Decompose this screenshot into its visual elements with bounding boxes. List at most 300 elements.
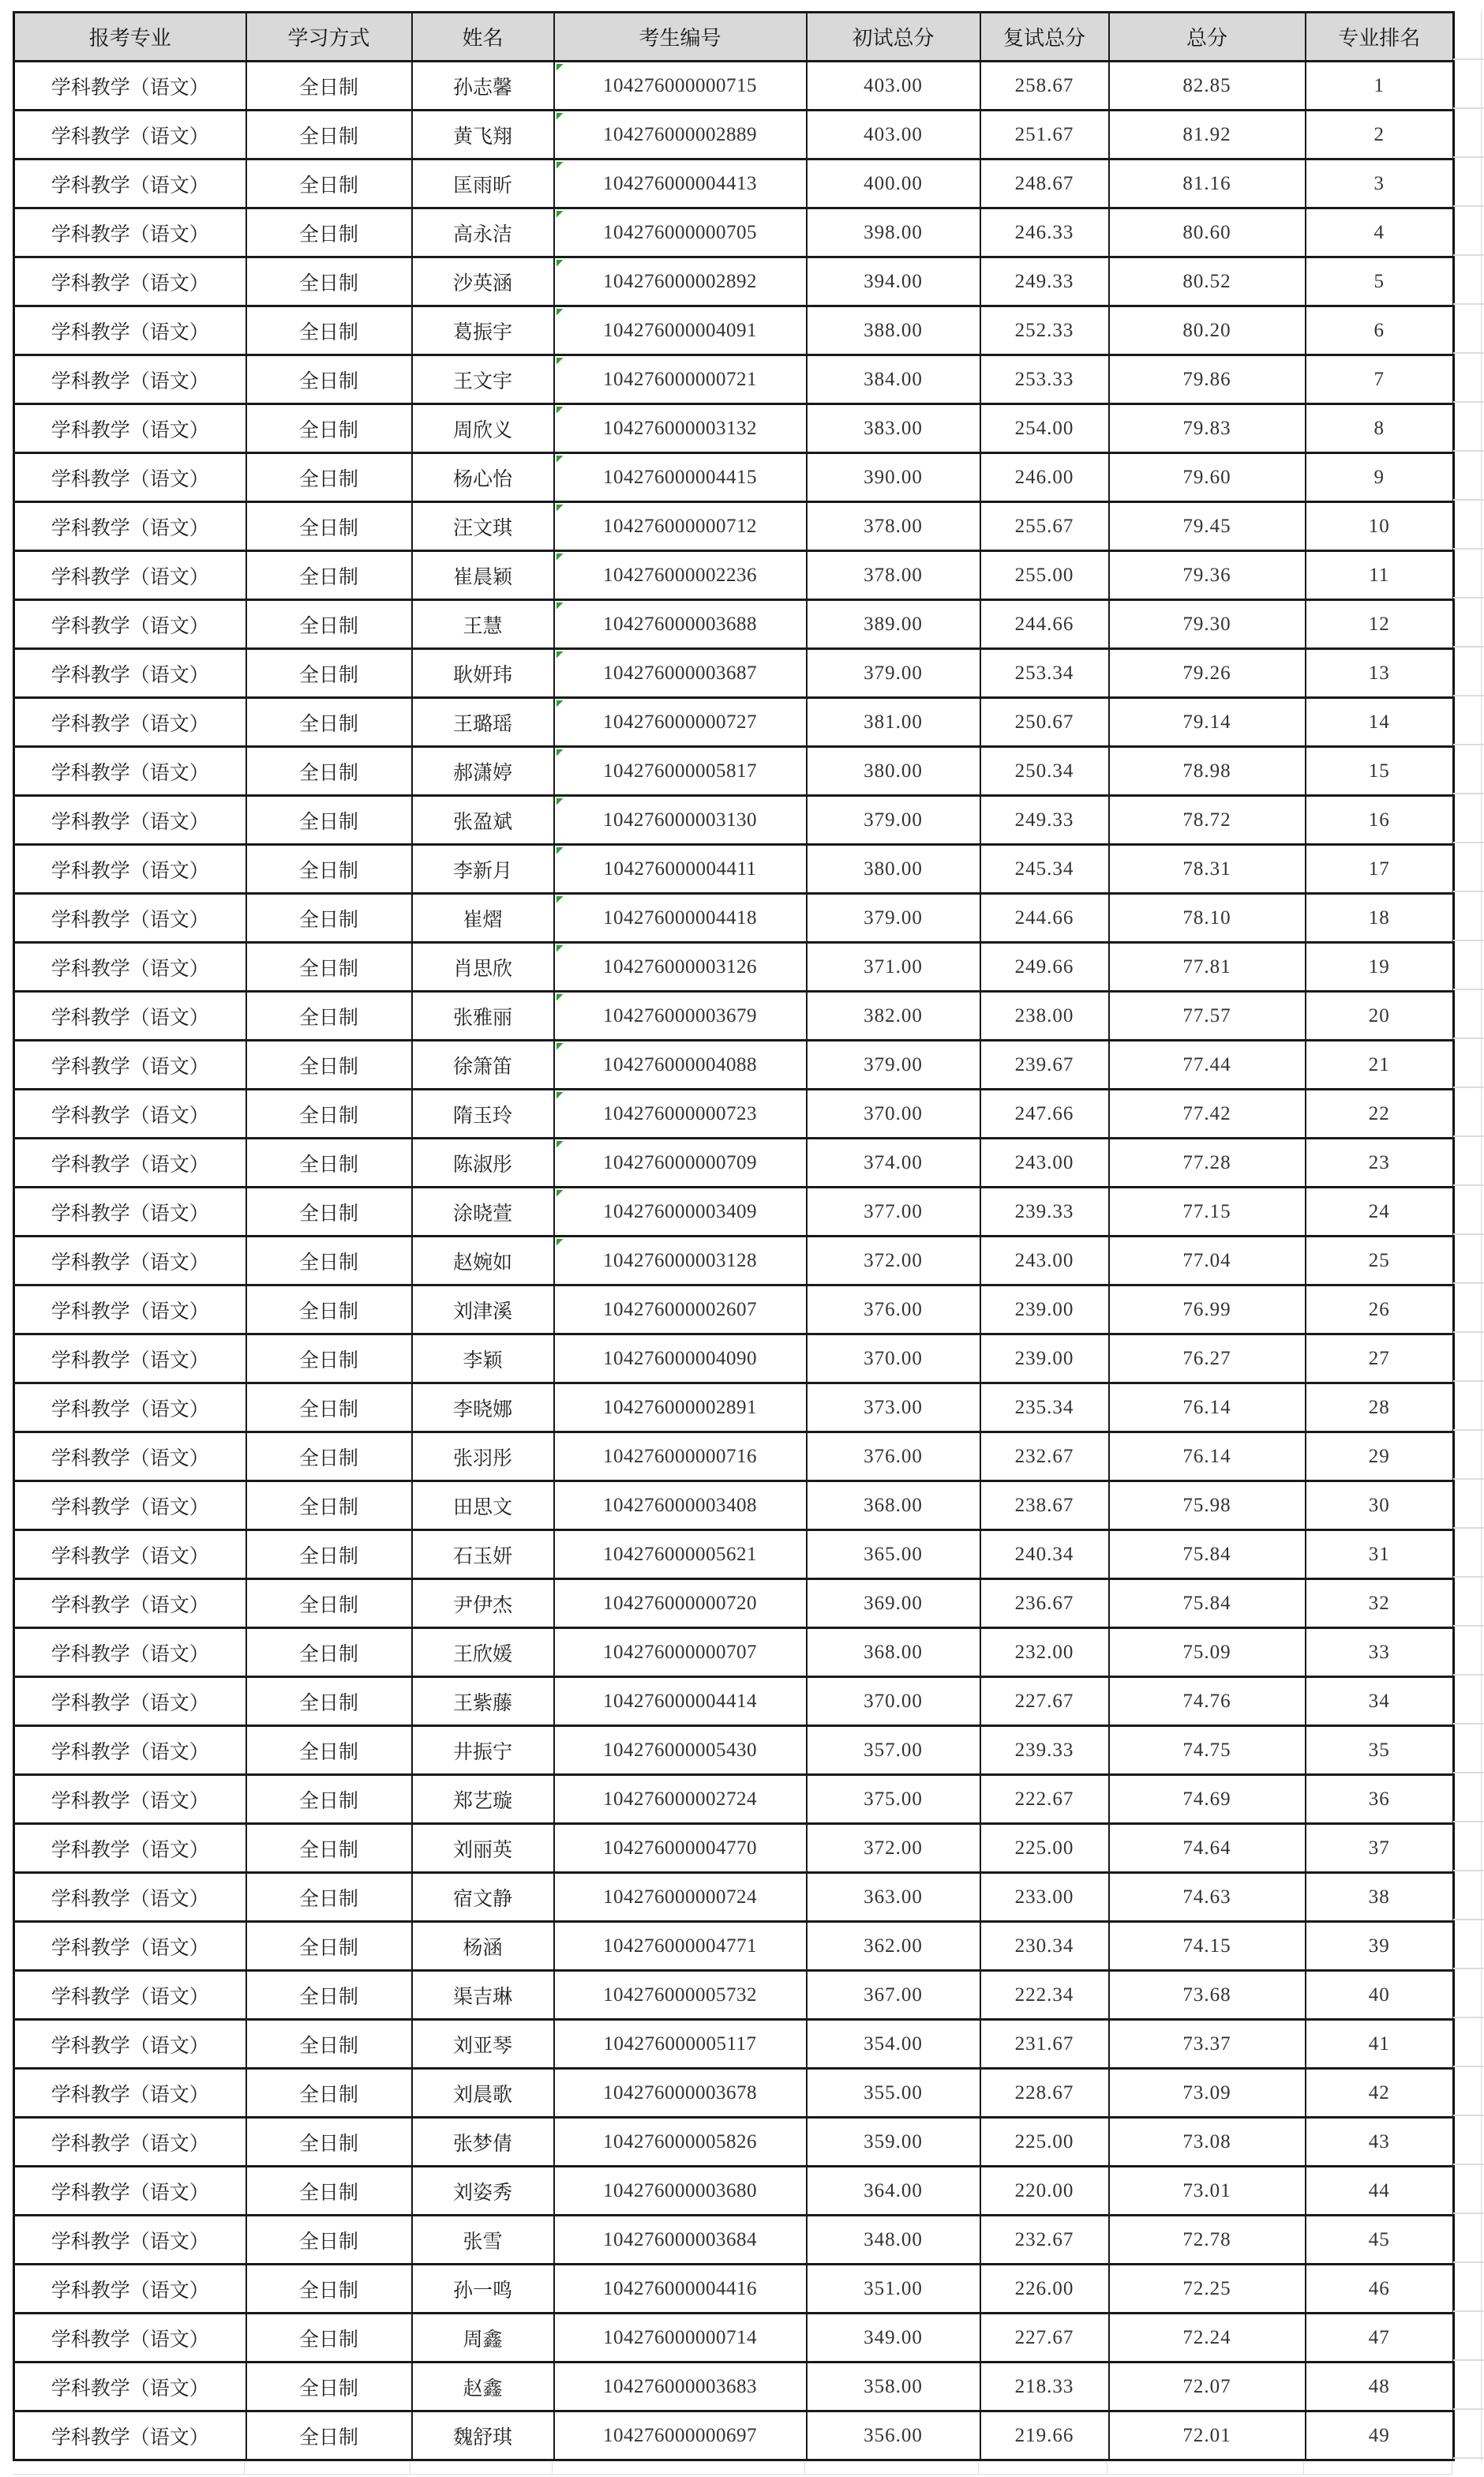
cell-name[interactable]: 魏舒琪 — [412, 2411, 554, 2460]
cell-major[interactable]: 学科教学（语文） — [14, 600, 246, 649]
cell-mode[interactable]: 全日制 — [246, 698, 412, 747]
cell-rank[interactable]: 27 — [1306, 1334, 1454, 1383]
cell-name[interactable]: 田思文 — [412, 1481, 554, 1530]
cell-rank[interactable]: 33 — [1306, 1628, 1454, 1677]
cell-retest_total[interactable]: 258.67 — [980, 62, 1109, 111]
cell-total[interactable]: 77.15 — [1109, 1188, 1306, 1237]
cell-major[interactable]: 学科教学（语文） — [14, 208, 246, 257]
cell-mode[interactable]: 全日制 — [246, 2314, 412, 2363]
cell-retest_total[interactable]: 239.67 — [980, 1041, 1109, 1090]
cell-total[interactable]: 75.84 — [1109, 1579, 1306, 1628]
cell-initial_total[interactable]: 380.00 — [807, 747, 980, 796]
cell-candidate_no[interactable] — [554, 1628, 807, 1677]
cell-name[interactable]: 周欣义 — [412, 404, 554, 453]
cell-major[interactable]: 学科教学（语文） — [14, 2216, 246, 2265]
cell-rank[interactable]: 41 — [1306, 2020, 1454, 2069]
cell-retest_total[interactable]: 255.00 — [980, 551, 1109, 600]
cell-name[interactable]: 张梦倩 — [412, 2118, 554, 2167]
cell-retest_total[interactable]: 249.33 — [980, 796, 1109, 845]
cell-candidate_no[interactable] — [554, 2118, 807, 2167]
cell-retest_total[interactable]: 239.33 — [980, 1188, 1109, 1237]
column-header-rank[interactable]: 专业排名 — [1306, 13, 1454, 62]
cell-mode[interactable]: 全日制 — [246, 1383, 412, 1432]
cell-mode[interactable]: 全日制 — [246, 208, 412, 257]
cell-major[interactable]: 学科教学（语文） — [14, 1334, 246, 1383]
cell-rank[interactable]: 29 — [1306, 1432, 1454, 1481]
cell-major[interactable]: 学科教学（语文） — [14, 355, 246, 404]
cell-total[interactable]: 74.69 — [1109, 1775, 1306, 1824]
cell-total[interactable]: 72.24 — [1109, 2314, 1306, 2363]
cell-retest_total[interactable]: 249.66 — [980, 943, 1109, 992]
cell-retest_total[interactable]: 227.67 — [980, 1677, 1109, 1726]
cell-name[interactable]: 刘津溪 — [412, 1285, 554, 1334]
cell-candidate_no[interactable] — [554, 2069, 807, 2118]
cell-initial_total[interactable]: 379.00 — [807, 894, 980, 943]
cell-total[interactable]: 77.28 — [1109, 1139, 1306, 1188]
cell-rank[interactable]: 25 — [1306, 1237, 1454, 1285]
cell-retest_total[interactable]: 228.67 — [980, 2069, 1109, 2118]
cell-major[interactable]: 学科教学（语文） — [14, 1432, 246, 1481]
cell-retest_total[interactable]: 250.34 — [980, 747, 1109, 796]
cell-major[interactable]: 学科教学（语文） — [14, 1971, 246, 2020]
cell-rank[interactable]: 16 — [1306, 796, 1454, 845]
cell-retest_total[interactable]: 246.00 — [980, 453, 1109, 502]
cell-mode[interactable]: 全日制 — [246, 551, 412, 600]
cell-total[interactable]: 79.45 — [1109, 502, 1306, 551]
cell-name[interactable]: 孙一鸣 — [412, 2265, 554, 2314]
cell-major[interactable]: 学科教学（语文） — [14, 747, 246, 796]
cell-mode[interactable]: 全日制 — [246, 2118, 412, 2167]
cell-name[interactable]: 杨心怡 — [412, 453, 554, 502]
cell-initial_total[interactable]: 364.00 — [807, 2167, 980, 2216]
cell-rank[interactable]: 8 — [1306, 404, 1454, 453]
cell-candidate_no[interactable] — [554, 2314, 807, 2363]
cell-name[interactable]: 尹伊杰 — [412, 1579, 554, 1628]
cell-initial_total[interactable]: 380.00 — [807, 845, 980, 894]
cell-name[interactable]: 葛振宇 — [412, 306, 554, 355]
cell-candidate_no[interactable] — [554, 1677, 807, 1726]
cell-total[interactable]: 72.78 — [1109, 2216, 1306, 2265]
cell-initial_total[interactable]: 348.00 — [807, 2216, 980, 2265]
cell-rank[interactable]: 3 — [1306, 160, 1454, 208]
cell-candidate_no[interactable] — [554, 2363, 807, 2411]
cell-mode[interactable]: 全日制 — [246, 649, 412, 698]
cell-total[interactable]: 77.57 — [1109, 992, 1306, 1041]
cell-candidate_no[interactable] — [554, 453, 807, 502]
cell-retest_total[interactable]: 230.34 — [980, 1922, 1109, 1971]
cell-major[interactable]: 学科教学（语文） — [14, 111, 246, 160]
cell-mode[interactable]: 全日制 — [246, 1628, 412, 1677]
cell-retest_total[interactable]: 239.00 — [980, 1334, 1109, 1383]
cell-candidate_no[interactable] — [554, 2411, 807, 2460]
cell-rank[interactable]: 13 — [1306, 649, 1454, 698]
cell-initial_total[interactable]: 371.00 — [807, 943, 980, 992]
cell-candidate_no[interactable] — [554, 1971, 807, 2020]
cell-name[interactable]: 王慧 — [412, 600, 554, 649]
cell-candidate_no[interactable] — [554, 1383, 807, 1432]
cell-name[interactable]: 张雅丽 — [412, 992, 554, 1041]
cell-retest_total[interactable]: 251.67 — [980, 111, 1109, 160]
cell-rank[interactable]: 6 — [1306, 306, 1454, 355]
cell-retest_total[interactable]: 244.66 — [980, 894, 1109, 943]
cell-candidate_no[interactable] — [554, 1775, 807, 1824]
cell-rank[interactable]: 23 — [1306, 1139, 1454, 1188]
cell-name[interactable]: 石玉妍 — [412, 1530, 554, 1579]
cell-major[interactable]: 学科教学（语文） — [14, 2069, 246, 2118]
cell-initial_total[interactable]: 390.00 — [807, 453, 980, 502]
cell-rank[interactable]: 5 — [1306, 257, 1454, 306]
cell-mode[interactable]: 全日制 — [246, 1922, 412, 1971]
cell-rank[interactable]: 35 — [1306, 1726, 1454, 1775]
cell-mode[interactable]: 全日制 — [246, 943, 412, 992]
cell-candidate_no[interactable] — [554, 1090, 807, 1139]
cell-name[interactable]: 周鑫 — [412, 2314, 554, 2363]
cell-retest_total[interactable]: 254.00 — [980, 404, 1109, 453]
cell-candidate_no[interactable] — [554, 1579, 807, 1628]
cell-rank[interactable]: 47 — [1306, 2314, 1454, 2363]
cell-total[interactable]: 80.20 — [1109, 306, 1306, 355]
cell-rank[interactable]: 2 — [1306, 111, 1454, 160]
cell-major[interactable]: 学科教学（语文） — [14, 992, 246, 1041]
cell-initial_total[interactable]: 379.00 — [807, 796, 980, 845]
cell-rank[interactable]: 18 — [1306, 894, 1454, 943]
cell-mode[interactable]: 全日制 — [246, 1285, 412, 1334]
cell-rank[interactable]: 11 — [1306, 551, 1454, 600]
cell-retest_total[interactable]: 219.66 — [980, 2411, 1109, 2460]
cell-total[interactable]: 74.15 — [1109, 1922, 1306, 1971]
cell-candidate_no[interactable] — [554, 796, 807, 845]
cell-candidate_no[interactable] — [554, 1726, 807, 1775]
cell-initial_total[interactable]: 358.00 — [807, 2363, 980, 2411]
cell-rank[interactable]: 7 — [1306, 355, 1454, 404]
cell-retest_total[interactable]: 249.33 — [980, 257, 1109, 306]
cell-rank[interactable]: 28 — [1306, 1383, 1454, 1432]
cell-mode[interactable]: 全日制 — [246, 404, 412, 453]
cell-candidate_no[interactable] — [554, 2265, 807, 2314]
cell-name[interactable]: 涂晓萱 — [412, 1188, 554, 1237]
cell-initial_total[interactable]: 403.00 — [807, 111, 980, 160]
cell-total[interactable]: 74.76 — [1109, 1677, 1306, 1726]
cell-name[interactable]: 崔晨颖 — [412, 551, 554, 600]
cell-total[interactable]: 79.83 — [1109, 404, 1306, 453]
cell-initial_total[interactable]: 382.00 — [807, 992, 980, 1041]
cell-rank[interactable]: 38 — [1306, 1873, 1454, 1922]
cell-retest_total[interactable]: 220.00 — [980, 2167, 1109, 2216]
cell-rank[interactable]: 36 — [1306, 1775, 1454, 1824]
cell-name[interactable]: 王紫藤 — [412, 1677, 554, 1726]
cell-rank[interactable]: 46 — [1306, 2265, 1454, 2314]
cell-candidate_no[interactable] — [554, 502, 807, 551]
cell-retest_total[interactable]: 232.67 — [980, 1432, 1109, 1481]
cell-candidate_no[interactable] — [554, 600, 807, 649]
cell-initial_total[interactable]: 389.00 — [807, 600, 980, 649]
cell-major[interactable]: 学科教学（语文） — [14, 551, 246, 600]
cell-initial_total[interactable]: 362.00 — [807, 1922, 980, 1971]
cell-rank[interactable]: 20 — [1306, 992, 1454, 1041]
cell-name[interactable]: 崔熠 — [412, 894, 554, 943]
cell-major[interactable]: 学科教学（语文） — [14, 1139, 246, 1188]
cell-name[interactable]: 隋玉玲 — [412, 1090, 554, 1139]
cell-initial_total[interactable]: 367.00 — [807, 1971, 980, 2020]
cell-retest_total[interactable]: 253.33 — [980, 355, 1109, 404]
cell-initial_total[interactable]: 354.00 — [807, 2020, 980, 2069]
cell-major[interactable]: 学科教学（语文） — [14, 2265, 246, 2314]
cell-candidate_no[interactable] — [554, 747, 807, 796]
cell-mode[interactable]: 全日制 — [246, 894, 412, 943]
cell-candidate_no[interactable] — [554, 1237, 807, 1285]
cell-major[interactable]: 学科教学（语文） — [14, 1188, 246, 1237]
cell-name[interactable]: 耿妍玮 — [412, 649, 554, 698]
cell-retest_total[interactable]: 238.00 — [980, 992, 1109, 1041]
cell-retest_total[interactable]: 231.67 — [980, 2020, 1109, 2069]
cell-candidate_no[interactable] — [554, 111, 807, 160]
cell-major[interactable]: 学科教学（语文） — [14, 943, 246, 992]
cell-mode[interactable]: 全日制 — [246, 1579, 412, 1628]
cell-mode[interactable]: 全日制 — [246, 747, 412, 796]
cell-candidate_no[interactable] — [554, 1481, 807, 1530]
cell-total[interactable]: 79.86 — [1109, 355, 1306, 404]
cell-total[interactable]: 77.44 — [1109, 1041, 1306, 1090]
cell-rank[interactable]: 4 — [1306, 208, 1454, 257]
cell-initial_total[interactable]: 375.00 — [807, 1775, 980, 1824]
cell-major[interactable]: 学科教学（语文） — [14, 796, 246, 845]
cell-major[interactable]: 学科教学（语文） — [14, 1922, 246, 1971]
cell-total[interactable]: 76.27 — [1109, 1334, 1306, 1383]
cell-name[interactable]: 李晓娜 — [412, 1383, 554, 1432]
cell-total[interactable]: 72.07 — [1109, 2363, 1306, 2411]
cell-major[interactable]: 学科教学（语文） — [14, 502, 246, 551]
cell-initial_total[interactable]: 369.00 — [807, 1579, 980, 1628]
cell-retest_total[interactable]: 232.67 — [980, 2216, 1109, 2265]
cell-name[interactable]: 李颖 — [412, 1334, 554, 1383]
cell-mode[interactable]: 全日制 — [246, 1188, 412, 1237]
cell-total[interactable]: 82.85 — [1109, 62, 1306, 111]
cell-name[interactable]: 赵婉如 — [412, 1237, 554, 1285]
cell-mode[interactable]: 全日制 — [246, 1677, 412, 1726]
cell-retest_total[interactable]: 238.67 — [980, 1481, 1109, 1530]
cell-name[interactable]: 徐箫笛 — [412, 1041, 554, 1090]
cell-total[interactable]: 75.09 — [1109, 1628, 1306, 1677]
cell-initial_total[interactable]: 368.00 — [807, 1481, 980, 1530]
cell-rank[interactable]: 9 — [1306, 453, 1454, 502]
cell-retest_total[interactable]: 226.00 — [980, 2265, 1109, 2314]
cell-initial_total[interactable]: 372.00 — [807, 1237, 980, 1285]
cell-total[interactable]: 78.31 — [1109, 845, 1306, 894]
cell-candidate_no[interactable] — [554, 992, 807, 1041]
cell-total[interactable]: 81.92 — [1109, 111, 1306, 160]
cell-retest_total[interactable]: 243.00 — [980, 1139, 1109, 1188]
cell-mode[interactable]: 全日制 — [246, 1237, 412, 1285]
cell-major[interactable]: 学科教学（语文） — [14, 257, 246, 306]
cell-total[interactable]: 72.25 — [1109, 2265, 1306, 2314]
cell-initial_total[interactable]: 376.00 — [807, 1432, 980, 1481]
cell-rank[interactable]: 34 — [1306, 1677, 1454, 1726]
cell-mode[interactable]: 全日制 — [246, 2411, 412, 2460]
column-header-name[interactable]: 姓名 — [412, 13, 554, 62]
cell-candidate_no[interactable] — [554, 2167, 807, 2216]
cell-candidate_no[interactable] — [554, 649, 807, 698]
cell-name[interactable]: 郑艺璇 — [412, 1775, 554, 1824]
cell-name[interactable]: 陈淑彤 — [412, 1139, 554, 1188]
cell-major[interactable]: 学科教学（语文） — [14, 1481, 246, 1530]
cell-rank[interactable]: 31 — [1306, 1530, 1454, 1579]
cell-name[interactable]: 刘姿秀 — [412, 2167, 554, 2216]
cell-name[interactable]: 张羽彤 — [412, 1432, 554, 1481]
cell-mode[interactable]: 全日制 — [246, 2020, 412, 2069]
cell-mode[interactable]: 全日制 — [246, 1971, 412, 2020]
cell-rank[interactable]: 49 — [1306, 2411, 1454, 2460]
cell-candidate_no[interactable] — [554, 2020, 807, 2069]
cell-name[interactable]: 井振宁 — [412, 1726, 554, 1775]
cell-rank[interactable]: 37 — [1306, 1824, 1454, 1873]
cell-initial_total[interactable]: 357.00 — [807, 1726, 980, 1775]
cell-retest_total[interactable]: 243.00 — [980, 1237, 1109, 1285]
cell-total[interactable]: 73.37 — [1109, 2020, 1306, 2069]
cell-initial_total[interactable]: 368.00 — [807, 1628, 980, 1677]
cell-rank[interactable]: 22 — [1306, 1090, 1454, 1139]
cell-mode[interactable]: 全日制 — [246, 2265, 412, 2314]
cell-major[interactable]: 学科教学（语文） — [14, 62, 246, 111]
cell-initial_total[interactable]: 363.00 — [807, 1873, 980, 1922]
cell-retest_total[interactable]: 235.34 — [980, 1383, 1109, 1432]
cell-mode[interactable]: 全日制 — [246, 1824, 412, 1873]
cell-total[interactable]: 79.36 — [1109, 551, 1306, 600]
cell-major[interactable]: 学科教学（语文） — [14, 1726, 246, 1775]
cell-total[interactable]: 73.09 — [1109, 2069, 1306, 2118]
cell-candidate_no[interactable] — [554, 62, 807, 111]
cell-rank[interactable]: 10 — [1306, 502, 1454, 551]
cell-major[interactable]: 学科教学（语文） — [14, 404, 246, 453]
cell-rank[interactable]: 39 — [1306, 1922, 1454, 1971]
cell-candidate_no[interactable] — [554, 257, 807, 306]
cell-rank[interactable]: 44 — [1306, 2167, 1454, 2216]
cell-rank[interactable]: 45 — [1306, 2216, 1454, 2265]
cell-major[interactable]: 学科教学（语文） — [14, 894, 246, 943]
cell-retest_total[interactable]: 225.00 — [980, 1824, 1109, 1873]
cell-total[interactable]: 79.30 — [1109, 600, 1306, 649]
cell-major[interactable]: 学科教学（语文） — [14, 2363, 246, 2411]
cell-mode[interactable]: 全日制 — [246, 355, 412, 404]
cell-candidate_no[interactable] — [554, 355, 807, 404]
cell-initial_total[interactable]: 374.00 — [807, 1139, 980, 1188]
column-header-mode[interactable]: 学习方式 — [246, 13, 412, 62]
cell-total[interactable]: 75.84 — [1109, 1530, 1306, 1579]
cell-total[interactable]: 74.75 — [1109, 1726, 1306, 1775]
cell-candidate_no[interactable] — [554, 160, 807, 208]
cell-name[interactable]: 刘晨歌 — [412, 2069, 554, 2118]
cell-total[interactable]: 76.14 — [1109, 1383, 1306, 1432]
cell-major[interactable]: 学科教学（语文） — [14, 845, 246, 894]
cell-total[interactable]: 77.42 — [1109, 1090, 1306, 1139]
cell-retest_total[interactable]: 222.67 — [980, 1775, 1109, 1824]
cell-retest_total[interactable]: 225.00 — [980, 2118, 1109, 2167]
cell-initial_total[interactable]: 373.00 — [807, 1383, 980, 1432]
cell-initial_total[interactable]: 359.00 — [807, 2118, 980, 2167]
cell-name[interactable]: 匡雨昕 — [412, 160, 554, 208]
cell-mode[interactable]: 全日制 — [246, 1726, 412, 1775]
cell-candidate_no[interactable] — [554, 404, 807, 453]
cell-total[interactable]: 78.72 — [1109, 796, 1306, 845]
cell-initial_total[interactable]: 365.00 — [807, 1530, 980, 1579]
cell-name[interactable]: 刘亚琴 — [412, 2020, 554, 2069]
cell-candidate_no[interactable] — [554, 894, 807, 943]
cell-total[interactable]: 72.01 — [1109, 2411, 1306, 2460]
cell-name[interactable]: 赵鑫 — [412, 2363, 554, 2411]
cell-retest_total[interactable]: 252.33 — [980, 306, 1109, 355]
cell-major[interactable]: 学科教学（语文） — [14, 2411, 246, 2460]
cell-mode[interactable]: 全日制 — [246, 845, 412, 894]
cell-major[interactable]: 学科教学（语文） — [14, 2314, 246, 2363]
cell-rank[interactable]: 17 — [1306, 845, 1454, 894]
cell-name[interactable]: 王璐瑶 — [412, 698, 554, 747]
cell-rank[interactable]: 24 — [1306, 1188, 1454, 1237]
cell-major[interactable]: 学科教学（语文） — [14, 1579, 246, 1628]
cell-total[interactable]: 75.98 — [1109, 1481, 1306, 1530]
cell-rank[interactable]: 19 — [1306, 943, 1454, 992]
cell-rank[interactable]: 26 — [1306, 1285, 1454, 1334]
cell-total[interactable]: 80.52 — [1109, 257, 1306, 306]
cell-major[interactable]: 学科教学（语文） — [14, 2167, 246, 2216]
cell-major[interactable]: 学科教学（语文） — [14, 160, 246, 208]
cell-rank[interactable]: 42 — [1306, 2069, 1454, 2118]
cell-mode[interactable]: 全日制 — [246, 992, 412, 1041]
cell-mode[interactable]: 全日制 — [246, 62, 412, 111]
cell-total[interactable]: 76.99 — [1109, 1285, 1306, 1334]
cell-mode[interactable]: 全日制 — [246, 453, 412, 502]
cell-initial_total[interactable]: 355.00 — [807, 2069, 980, 2118]
column-header-retest_total[interactable]: 复试总分 — [980, 13, 1109, 62]
cell-candidate_no[interactable] — [554, 306, 807, 355]
cell-major[interactable]: 学科教学（语文） — [14, 2020, 246, 2069]
cell-total[interactable]: 79.26 — [1109, 649, 1306, 698]
cell-name[interactable]: 杨涵 — [412, 1922, 554, 1971]
cell-rank[interactable]: 40 — [1306, 1971, 1454, 2020]
cell-retest_total[interactable]: 244.66 — [980, 600, 1109, 649]
cell-mode[interactable]: 全日制 — [246, 1334, 412, 1383]
cell-name[interactable]: 王欣媛 — [412, 1628, 554, 1677]
cell-total[interactable]: 76.14 — [1109, 1432, 1306, 1481]
cell-initial_total[interactable]: 394.00 — [807, 257, 980, 306]
cell-major[interactable]: 学科教学（语文） — [14, 698, 246, 747]
cell-total[interactable]: 78.10 — [1109, 894, 1306, 943]
cell-initial_total[interactable]: 378.00 — [807, 551, 980, 600]
cell-total[interactable]: 73.01 — [1109, 2167, 1306, 2216]
cell-name[interactable]: 黄飞翔 — [412, 111, 554, 160]
cell-mode[interactable]: 全日制 — [246, 1530, 412, 1579]
cell-retest_total[interactable]: 222.34 — [980, 1971, 1109, 2020]
cell-name[interactable]: 肖思欣 — [412, 943, 554, 992]
cell-name[interactable]: 宿文静 — [412, 1873, 554, 1922]
cell-total[interactable]: 73.08 — [1109, 2118, 1306, 2167]
cell-initial_total[interactable]: 398.00 — [807, 208, 980, 257]
cell-name[interactable]: 刘丽英 — [412, 1824, 554, 1873]
cell-total[interactable]: 77.04 — [1109, 1237, 1306, 1285]
cell-mode[interactable]: 全日制 — [246, 502, 412, 551]
cell-candidate_no[interactable] — [554, 1041, 807, 1090]
cell-major[interactable]: 学科教学（语文） — [14, 649, 246, 698]
cell-retest_total[interactable]: 247.66 — [980, 1090, 1109, 1139]
cell-retest_total[interactable]: 248.67 — [980, 160, 1109, 208]
cell-candidate_no[interactable] — [554, 943, 807, 992]
cell-retest_total[interactable]: 239.33 — [980, 1726, 1109, 1775]
cell-major[interactable]: 学科教学（语文） — [14, 1824, 246, 1873]
cell-major[interactable]: 学科教学（语文） — [14, 1041, 246, 1090]
cell-mode[interactable]: 全日制 — [246, 1873, 412, 1922]
cell-initial_total[interactable]: 372.00 — [807, 1824, 980, 1873]
cell-initial_total[interactable]: 356.00 — [807, 2411, 980, 2460]
cell-name[interactable]: 张盈斌 — [412, 796, 554, 845]
cell-retest_total[interactable]: 232.00 — [980, 1628, 1109, 1677]
